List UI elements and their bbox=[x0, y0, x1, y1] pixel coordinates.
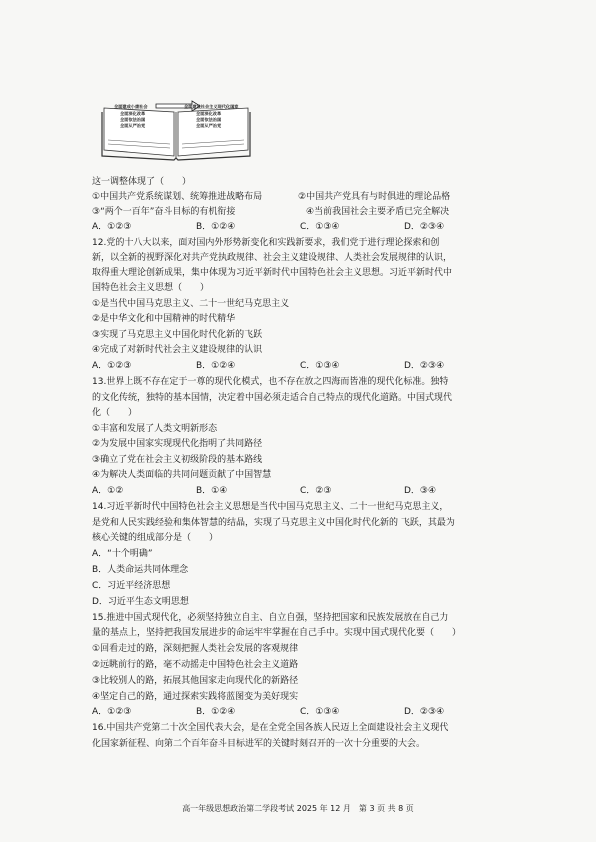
q15-choice-b[interactable]: B．①②④ bbox=[196, 707, 236, 717]
q11-choice-b[interactable]: B．①②④ bbox=[196, 222, 236, 232]
q11-option-1: ①中国共产党系统谋划、统筹推进战略布局 bbox=[92, 192, 263, 202]
q12-choice-a[interactable]: A．①②③ bbox=[92, 361, 132, 371]
q11-choice-a[interactable]: A．①②③ bbox=[92, 222, 132, 232]
q12-line-1: 12.党的十八大以来，面对国内外形势新变化和实践新要求，我们党于进行理论探索和创 bbox=[92, 238, 440, 248]
q12-choice-d[interactable]: D．②③④ bbox=[404, 361, 445, 371]
q16-line-1: 16.中国共产党第二十次全国代表大会，是在全党全国各族人民迈上全面建设社会主义现代 bbox=[92, 723, 449, 733]
q11-options-row-2 bbox=[92, 205, 449, 219]
q15-option-4: ④坚定自己的路，通过探索实践将蓝图变为美好现实 bbox=[92, 692, 299, 702]
q14-choice-b[interactable]: B．人类命运共同体理念 bbox=[92, 565, 189, 575]
figure-right-line-3: 全面依法治国 bbox=[196, 117, 222, 122]
q15-line-1: 15.推进中国式现代化，必须坚持独立自主、自立自强，坚持把国家和民族发展放在自己力 bbox=[92, 613, 449, 623]
q15-choices bbox=[92, 705, 508, 719]
q12-line-3: 取得重大理论创新成果，集中体现为习近平新时代中国特色社会主义思想。习近平新时代中 bbox=[92, 268, 453, 278]
q13-option-3: ③确立了党在社会主义初级阶段的基本路线 bbox=[92, 455, 263, 465]
figure-left-line-1: 全面建成小康社会 bbox=[114, 104, 148, 109]
q13-option-4: ④为解决人类面临的共同问题贡献了中国智慧 bbox=[92, 470, 272, 480]
q14-line-3: 核心关键的组成部分是（ ） bbox=[92, 533, 219, 543]
figure-left-line-4: 全面从严治党 bbox=[120, 123, 146, 128]
q12-choice-c[interactable]: C．①③④ bbox=[300, 361, 340, 371]
q13-choice-d[interactable]: D．③④ bbox=[404, 486, 437, 496]
figure-right-line-1: 全面建设社会主义现代化国家 bbox=[184, 104, 239, 109]
q13-option-1: ①丰富和发展了人类文明新形态 bbox=[92, 424, 218, 434]
q12-option-4: ④完成了对新时代社会主义建设规律的认识 bbox=[92, 345, 263, 355]
q12-option-1: ①是当代中国马克思主义、二十一世纪马克思主义 bbox=[92, 299, 290, 309]
q14-choice-c[interactable]: C．习近平经济思想 bbox=[92, 581, 171, 591]
q11-choices bbox=[92, 220, 508, 234]
q14-choice-d[interactable]: D．习近平生态文明思想 bbox=[92, 597, 189, 607]
q11-option-2: ②中国共产党具有与时俱进的理论品格 bbox=[298, 192, 451, 202]
q14-choice-a[interactable]: A．“十个明确” bbox=[92, 549, 153, 559]
q13-choice-b[interactable]: B．①④ bbox=[196, 486, 228, 496]
q12-line-2: 新，以全新的视野深化对共产党执政规律、社会主义建设规律、人类社会发展规律的认识， bbox=[92, 253, 453, 263]
q15-choice-a[interactable]: A．①②③ bbox=[92, 707, 132, 717]
q12-choices bbox=[92, 359, 508, 373]
q11-choice-d[interactable]: D．②③④ bbox=[404, 222, 445, 232]
book-arrow-figure bbox=[100, 100, 252, 162]
q15-line-2: 量的基点上，坚持把我国发展进步的命运牢牢掌握在自己手中。实现中国式现代化要（ ） bbox=[92, 628, 462, 638]
q11-options-row-1 bbox=[92, 190, 450, 204]
q11-stem: 这一调整体现了（ ） bbox=[92, 177, 192, 187]
q13-choice-c[interactable]: C．②③ bbox=[300, 486, 332, 496]
q16-line-2: 化国家新征程、向第二个百年奋斗目标进军的关键时刻召开的一次十分重要的大会。 bbox=[92, 739, 426, 749]
q12-line-4: 国特色社会主义思想（ ） bbox=[92, 283, 210, 293]
page-footer: 高一年级思想政治第二学段考试 2025 年 12 月 第 3 页 共 8 页 bbox=[182, 804, 414, 813]
q13-option-2: ②为发展中国家实现现代化指明了共同路径 bbox=[92, 439, 263, 449]
q11-option-4: ④当前我国社会主要矛盾已完全解决 bbox=[306, 207, 450, 217]
q14-line-2: 是党和人民实践经验和集体智慧的结晶，实现了马克思主义中国化时代化新的 飞跃，其最为 bbox=[92, 518, 455, 528]
figure-left-line-3: 全面依法治国 bbox=[120, 117, 146, 122]
q15-option-1: ①回看走过的路，深刻把握人类社会发展的客观规律 bbox=[92, 644, 299, 654]
q13-choice-a[interactable]: A．①② bbox=[92, 486, 124, 496]
q12-option-2: ②是中华文化和中国精神的时代精华 bbox=[92, 314, 236, 324]
q13-choices bbox=[92, 484, 508, 498]
q13-line-3: 化（ ） bbox=[92, 408, 138, 418]
figure-left-line-2: 全面深化改革 bbox=[120, 111, 146, 116]
q15-option-3: ③比较别人的路，拓展其他国家走向现代化的新路径 bbox=[92, 676, 299, 686]
q11-option-3: ③“两个一百年”奋斗目标的有机衔接 bbox=[92, 207, 236, 217]
q12-option-3: ③实现了马克思主义中国化时代化新的飞跃 bbox=[92, 330, 263, 340]
q15-choice-c[interactable]: C．①③④ bbox=[300, 707, 340, 717]
q15-choice-d[interactable]: D．②③④ bbox=[404, 707, 445, 717]
q13-line-1: 13.世界上既不存在定于一尊的现代化模式，也不存在放之四海而皆准的现代化标准。独特 bbox=[92, 377, 449, 387]
q14-line-1: 14.习近平新时代中国特色社会主义思想是当代中国马克思主义、二十一世纪马克思主义， bbox=[92, 502, 449, 512]
figure-right-line-4: 全面从严治党 bbox=[196, 123, 222, 128]
q13-line-2: 的文化传统，独特的基本国情，决定着中国必须走适合自己特点的现代化道路。中国式现代 bbox=[92, 393, 453, 403]
q15-option-2: ②远眺前行的路，毫不动摇走中国特色社会主义道路 bbox=[92, 660, 299, 670]
q12-choice-b[interactable]: B．①②④ bbox=[196, 361, 236, 371]
q11-choice-c[interactable]: C．①③④ bbox=[300, 222, 340, 232]
figure-right-line-2: 全面深化改革 bbox=[196, 111, 222, 116]
